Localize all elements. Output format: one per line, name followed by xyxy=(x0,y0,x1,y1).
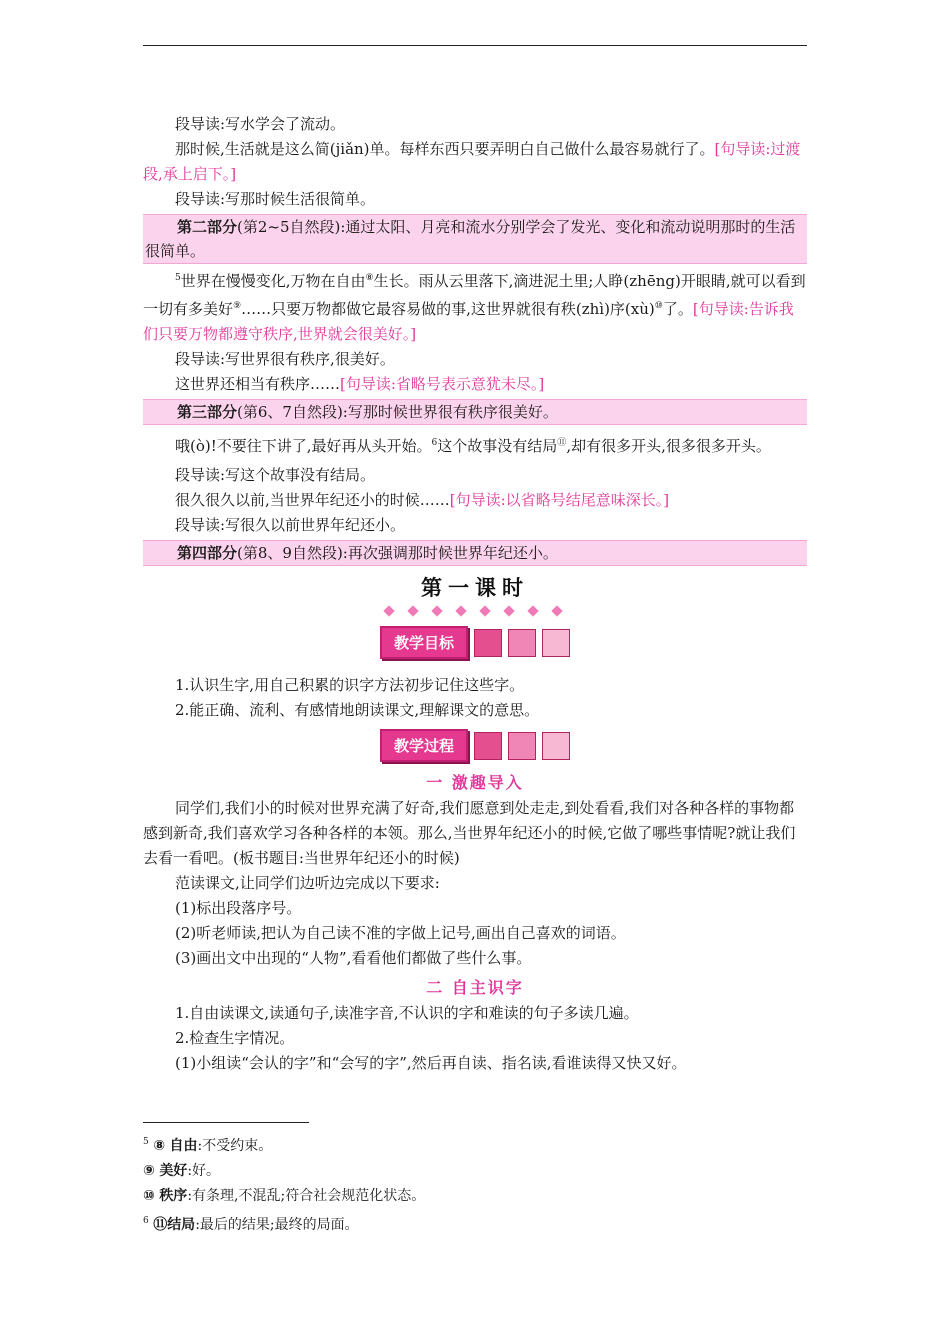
list-item: 2.检查生字情况。 xyxy=(175,1029,295,1047)
square-icon xyxy=(508,732,536,760)
footnote: $^5$ ⑧ 自由:不受约束。 xyxy=(143,1137,273,1154)
paragraph-guide: 段导读:写那时候生活很简单。 xyxy=(175,190,376,208)
decorative-dots-icon xyxy=(385,604,565,618)
list-item: (3)画出文中出现的“人物”,看看他们都做了些什么事。 xyxy=(175,949,532,967)
paragraph-guide: 段导读:写水学会了流动。 xyxy=(175,115,346,133)
square-icon xyxy=(542,732,570,760)
footnote: ⑩ 秩序:有条理,不混乱;符合社会规范化状态。 xyxy=(143,1188,426,1204)
footnote-rule xyxy=(143,1122,309,1123)
list-item: (1)小组读“会认的字”和“会写的字”,然后再自读、指名读,看谁读得又快又好。 xyxy=(175,1054,687,1072)
list-item: 1.自由读课文,读通句子,读准字音,不认识的字和难读的句子多读几遍。 xyxy=(175,1004,639,1022)
section-heading: 一 激趣导入 xyxy=(426,773,524,792)
process-badge: 教学过程 xyxy=(380,729,468,762)
lesson-title: 第一课时 xyxy=(421,576,529,600)
process-badge-row xyxy=(143,729,807,762)
paragraph-guide: 段导读:写很久以前世界年纪还小。 xyxy=(175,516,406,534)
paragraph: 很久很久以前,当世界年纪还小的时候……[句导读:以省略号结尾意味深长。] xyxy=(175,491,670,509)
square-icon xyxy=(508,629,536,657)
document-body xyxy=(143,112,807,1076)
paragraph: 哦(ò)!不要往下讲了,最好再从头开始。$^6$这个故事没有结局⑪,却有很多开头,很多很多开头。 xyxy=(175,437,771,455)
goal-item: 2.能正确、流利、有感情地朗读课文,理解课文的意思。 xyxy=(175,701,540,719)
paragraph-guide: 段导读:写这个故事没有结局。 xyxy=(175,466,376,484)
footnotes xyxy=(143,1130,807,1238)
paragraph-guide: 段导读:写世界很有秩序,很美好。 xyxy=(175,350,395,368)
square-icon xyxy=(474,629,502,657)
lesson-header xyxy=(143,572,807,618)
list-item: (2)听老师读,把认为自己读不准的字做上记号,画出自己喜欢的词语。 xyxy=(175,924,626,942)
footnote: $^6$ ⑪结局:最后的结果;最终的局面。 xyxy=(143,1216,359,1233)
goals-badge-row xyxy=(143,626,807,659)
paragraph: $^5$世界在慢慢变化,万物在自由⑧生长。雨从云里落下,滴进泥土里;人睁(zhēng)开眼睛,就可以看到一切有多美好⑨……只要万物都做它最容易做的事,这世界就很有秩(zhì)序(xù)⑩了。[句导读:告诉我们只要万物都遵守秩序,世界就会很美好。] xyxy=(143,272,806,343)
square-icon xyxy=(542,629,570,657)
goal-item: 1.认识生字,用自己积累的识字方法初步记住这些字。 xyxy=(175,676,525,694)
header-rule xyxy=(143,45,807,46)
paragraph: 范读课文,让同学们边听边完成以下要求: xyxy=(175,874,440,892)
paragraph: 那时候,生活就是这么简(jiǎn)单。每样东西只要弄明白自己做什么最容易就行了。[句导读:过渡段,承上启下。] xyxy=(143,140,801,183)
section-heading: 二 自主识字 xyxy=(426,978,524,997)
part-two-band: 第二部分(第2~5自然段):通过太阳、月亮和流水分别学会了发光、变化和流动说明那时的生活很简单。 xyxy=(143,214,807,264)
list-item: (1)标出段落序号。 xyxy=(175,899,302,917)
part-three-band: 第三部分(第6、7自然段):写那时候世界很有秩序很美好。 xyxy=(143,399,807,425)
square-icon xyxy=(474,732,502,760)
paragraph: 同学们,我们小的时候对世界充满了好奇,我们愿意到处走走,到处看看,我们对各种各样的事物都感到新奇,我们喜欢学习各种各样的本领。那么,当世界年纪还小的时候,它做了哪些事情呢?就让我们去看一看吧。(板书题目:当世界年纪还小的时候) xyxy=(143,799,796,867)
footnote: ⑨ 美好:好。 xyxy=(143,1163,221,1179)
paragraph: 这世界还相当有秩序……[句导读:省略号表示意犹未尽。] xyxy=(175,375,545,393)
goals-badge: 教学目标 xyxy=(380,626,468,659)
part-four-band: 第四部分(第8、9自然段):再次强调那时候世界年纪还小。 xyxy=(143,540,807,566)
